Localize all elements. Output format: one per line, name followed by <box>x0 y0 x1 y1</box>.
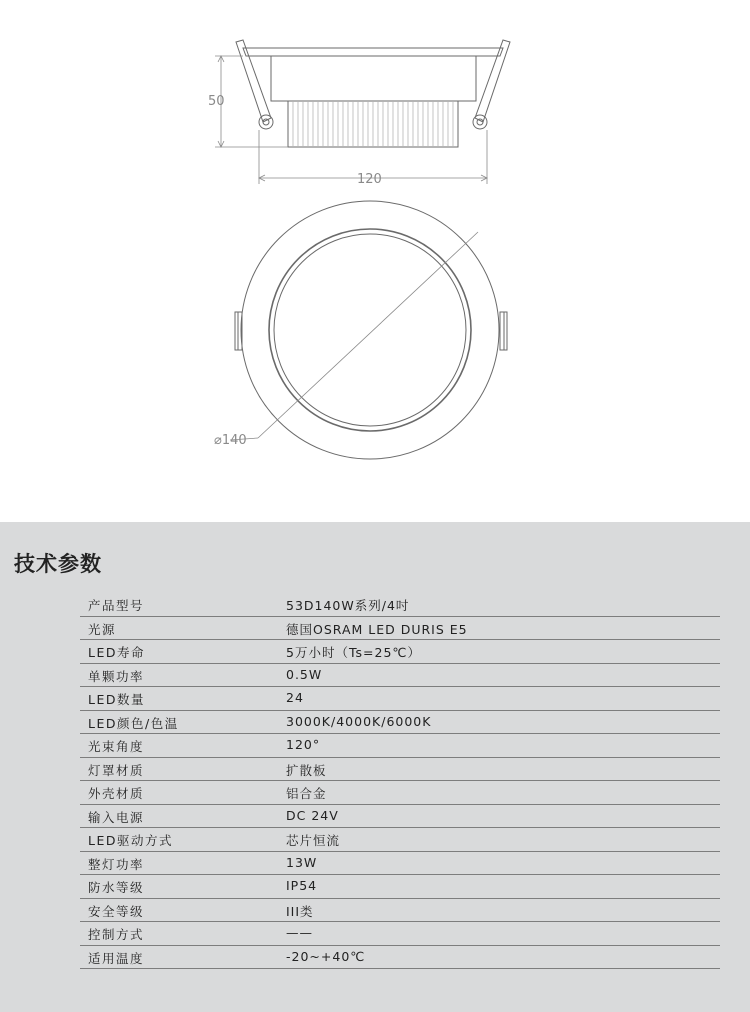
spec-row-driver-mode <box>80 828 720 852</box>
spec-label: 输入电源 <box>88 809 145 825</box>
spec-value: 德国OSRAM LED DURIS E5 <box>286 621 468 637</box>
spec-row-operating-temp <box>80 946 720 970</box>
spec-label: 适用温度 <box>88 950 145 966</box>
spec-row-led-lifetime <box>80 640 720 664</box>
spec-value: 13W <box>286 854 318 870</box>
specs-table <box>80 593 720 969</box>
spec-value: —— <box>286 925 313 940</box>
spec-value: 扩散板 <box>286 762 327 778</box>
spec-label: 防水等级 <box>88 880 145 895</box>
spec-row-input-power <box>80 805 720 829</box>
spec-value: -20~+40℃ <box>286 948 366 964</box>
spec-value: 24 <box>286 690 304 705</box>
spec-value: DC 24V <box>286 807 339 823</box>
spec-row-safety-class <box>80 899 720 923</box>
spec-row-beam-angle <box>80 734 720 758</box>
spec-value: 铝合金 <box>286 786 327 801</box>
spec-label: 安全等级 <box>88 903 145 919</box>
diameter-dimension-label: ⌀140 <box>214 433 247 448</box>
spec-label: 产品型号 <box>88 598 145 613</box>
specs-title: 技术参数 <box>14 551 102 576</box>
spec-row-cover-material <box>80 758 720 782</box>
spec-row-color-temp <box>80 711 720 735</box>
spec-label: 光束角度 <box>88 739 145 754</box>
spec-label: LED数量 <box>88 692 145 707</box>
spec-label: 控制方式 <box>88 927 145 942</box>
spec-value: III类 <box>286 903 314 919</box>
spec-value: 120° <box>286 737 321 752</box>
spec-label: LED寿命 <box>88 645 145 660</box>
top-view <box>235 201 507 459</box>
spec-label: 整灯功率 <box>88 856 145 872</box>
technical-specs-section <box>0 522 750 1012</box>
spec-row-total-power <box>80 852 720 876</box>
spec-row-led-count <box>80 687 720 711</box>
spec-value: 3000K/4000K/6000K <box>286 713 432 729</box>
diameter-leader <box>230 232 478 440</box>
spec-value: 芯片恒流 <box>286 833 341 848</box>
height-dimension-label: 50 <box>208 94 225 109</box>
spec-value: 0.5W <box>286 666 323 682</box>
spec-row-ip-rating <box>80 875 720 899</box>
spec-row-light-source <box>80 617 720 641</box>
spec-label: LED颜色/色温 <box>88 715 179 731</box>
spec-value: 53D140W系列/4吋 <box>286 598 410 613</box>
spec-row-model <box>80 593 720 617</box>
spec-row-control-mode <box>80 922 720 946</box>
spec-label: 单颗功率 <box>88 668 145 684</box>
spec-row-housing-material <box>80 781 720 805</box>
width-dimension-label: 120 <box>357 172 382 187</box>
spec-value: IP54 <box>286 878 318 893</box>
heat-sink-fins <box>293 101 453 147</box>
spec-row-single-power <box>80 664 720 688</box>
spec-label: LED驱动方式 <box>88 833 173 848</box>
spec-label: 光源 <box>88 621 117 637</box>
spec-value: 5万小时（Ts=25℃） <box>286 645 421 660</box>
spec-label: 外壳材质 <box>88 786 145 801</box>
spec-label: 灯罩材质 <box>88 762 145 778</box>
